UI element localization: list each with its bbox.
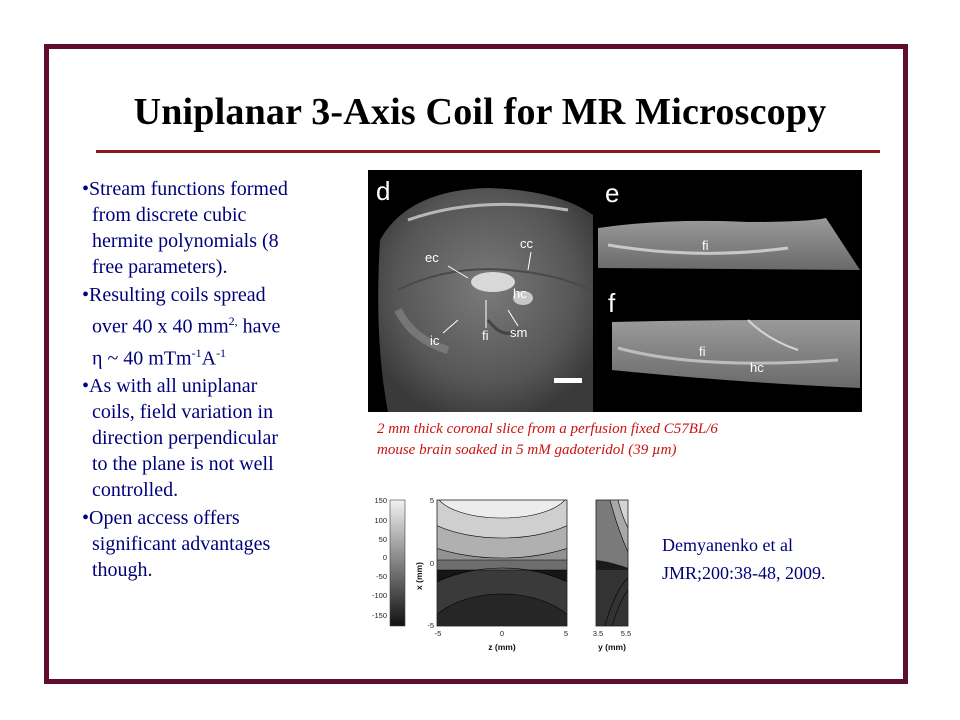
bullet-line: coils, field variation in <box>92 401 274 424</box>
bullet-line: Resulting coils spread <box>89 284 266 306</box>
mri-panel-e <box>598 178 860 270</box>
x-tick: 0 <box>429 559 434 568</box>
z-axis-label: z (mm) <box>488 642 516 652</box>
bullet-item: •Stream functions formed from discrete cubic hermite polynomials (8 free parameters). <box>82 176 352 280</box>
mri-label: fi <box>702 238 709 253</box>
title-rule <box>96 150 880 153</box>
caption-line: 2 mm thick coronal slice from a perfusion fixed C57BL/6 <box>377 421 718 437</box>
x-tick: 5 <box>429 496 434 505</box>
colorbar-ticks <box>372 496 387 620</box>
x-axis-label: x (mm) <box>414 562 424 590</box>
bullet-item: •Open access offers significant advantages though. <box>82 505 352 583</box>
colorbar-tick: 50 <box>378 535 387 544</box>
mri-label: cc <box>520 236 533 251</box>
unit-text: A <box>201 347 217 370</box>
colorbar-tick: 150 <box>374 496 387 505</box>
mri-figure <box>368 170 862 412</box>
panel-letter: f <box>608 288 616 318</box>
mri-label: hc <box>750 360 764 375</box>
colorbar-tick: 100 <box>374 516 387 525</box>
bullet-line: η ~ 40 mTm <box>92 347 192 370</box>
bullet-line: Open access offers <box>89 507 240 530</box>
caption-line: mouse brain soaked in 5 mM gadoteridol (39 µm) <box>377 442 677 458</box>
colorbar <box>390 500 405 626</box>
x-tick: -5 <box>427 621 434 630</box>
bullet-line: though. <box>92 559 153 582</box>
bullet-list <box>82 176 352 585</box>
bullet-line: significant advantages <box>92 533 271 556</box>
y-tick: 5.5 <box>620 629 632 638</box>
y-axis-label: y (mm) <box>598 642 626 652</box>
figure-caption <box>377 419 857 461</box>
mri-label: ic <box>430 333 440 348</box>
superscript: -1 <box>216 345 227 360</box>
z-tick: 0 <box>499 629 505 638</box>
y-plane-map <box>596 500 628 626</box>
mri-label: hc <box>513 286 527 301</box>
reference-line: Demyanenko et al <box>662 535 793 555</box>
bullet-item: •Resulting coils spread over 40 x 40 $mm^{2,}$ have η ~ 40 $mTm^{-1}A^{-1}$ <box>82 284 281 370</box>
superscript: 2, <box>228 314 238 328</box>
y-tick: 3.5 <box>592 629 604 638</box>
mri-label: sm <box>510 325 528 340</box>
colorbar-tick: 0 <box>382 553 387 562</box>
bullet-line: As with all uniplanar <box>89 375 258 398</box>
bullet-line: to the plane is not well <box>92 453 274 476</box>
bullet-line: free parameters). <box>92 256 228 278</box>
bullet-line: from discrete cubic <box>92 204 247 226</box>
mri-label: ec <box>425 250 439 265</box>
z-tick: 5 <box>563 629 569 638</box>
field-map-figure <box>360 490 640 660</box>
bullet-line: controlled. <box>92 479 179 502</box>
colorbar-tick: -50 <box>376 572 387 581</box>
colorbar-tick: -100 <box>371 591 387 600</box>
mri-panel-f <box>608 288 860 388</box>
reference-citation <box>662 531 826 587</box>
panel-letter: d <box>376 176 391 206</box>
bullet-line: direction perpendicular <box>92 427 279 450</box>
bullet-line: hermite polynomials (8 <box>92 230 279 252</box>
mri-label: fi <box>699 344 706 359</box>
slide-title: Uniplanar 3-Axis Coil for MR Microscopy <box>133 91 827 133</box>
z-tick: -5 <box>434 629 442 638</box>
bullet-line: over 40 x 40 mm <box>92 315 229 338</box>
mri-panel-d <box>376 176 593 412</box>
panel-letter: e <box>605 178 620 208</box>
mri-label: fi <box>482 328 489 343</box>
bullet-line: Stream functions formed <box>89 178 288 200</box>
colorbar-tick: -150 <box>371 611 387 620</box>
reference-line: JMR;200:38-48, 2009. <box>662 563 826 583</box>
superscript: -1 <box>191 345 202 360</box>
bullet-item: •As with all uniplanar coils, field variation in direction perpendicular to the plane is not well controlled. <box>82 373 352 503</box>
bullet-line: have <box>237 315 281 338</box>
